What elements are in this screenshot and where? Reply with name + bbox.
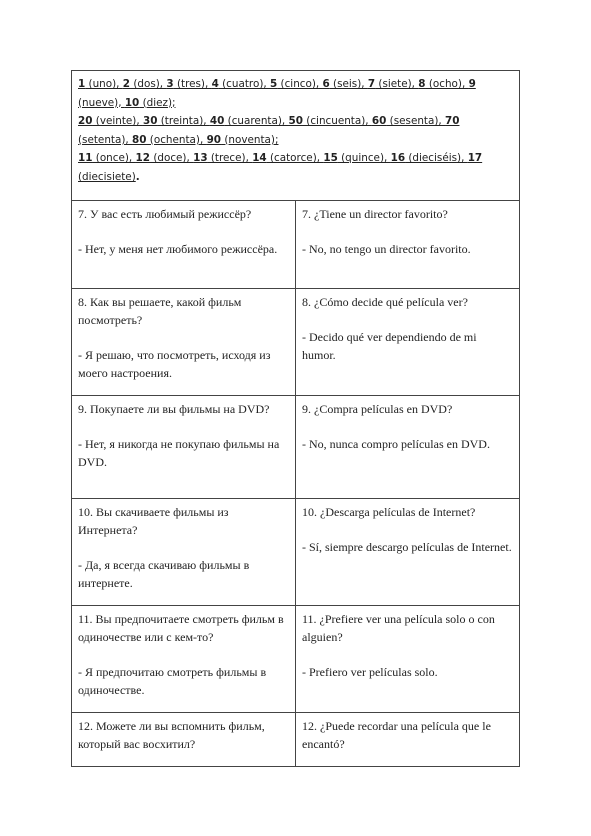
russian-cell xyxy=(72,201,296,289)
russian-cell xyxy=(72,606,296,713)
russian-answer: - Нет, у меня нет любимого режиссёра. xyxy=(78,242,278,256)
spanish-answer: - Decido qué ver dependiendo de mi humor. xyxy=(302,330,477,362)
numbers-line-1: 1 (uno), 2 (dos), 3 (tres), 4 (cuatro), 5 (cinco), 6 (seis), 7 (siete), 8 (ocho), 9 xyxy=(78,78,476,90)
table-row xyxy=(72,499,520,606)
table-row xyxy=(72,201,520,289)
numbers-line-6: (diecisiete). xyxy=(78,170,140,183)
russian-cell xyxy=(72,396,296,499)
numbers-cell xyxy=(72,71,520,201)
spanish-question: 7. ¿Tiene un director favorito? xyxy=(302,207,448,221)
spanish-answer: - Prefiero ver películas solo. xyxy=(302,665,438,679)
russian-answer: - Я предпочитаю смотреть фильмы в одиночестве. xyxy=(78,665,267,697)
spanish-cell xyxy=(296,201,520,289)
russian-question: 8. Как вы решаете, какой фильм посмотреть? xyxy=(78,295,242,327)
russian-answer: - Нет, я никогда не покупаю фильмы на DVD. xyxy=(78,437,280,469)
vocabulary-table xyxy=(71,70,520,767)
table-row xyxy=(72,289,520,396)
russian-cell xyxy=(72,499,296,606)
russian-answer: - Я решаю, что посмотреть, исходя из моего настроения. xyxy=(78,348,271,380)
russian-question: 12. Можете ли вы вспомнить фильм, который вас восхитил? xyxy=(78,719,265,751)
spanish-question: 12. ¿Puede recordar una película que le encantó? xyxy=(302,719,491,751)
numbers-line-2: (nueve), 10 (diez); xyxy=(78,96,176,109)
numbers-row xyxy=(72,71,520,201)
russian-cell xyxy=(72,289,296,396)
spanish-question: 9. ¿Compra películas en DVD? xyxy=(302,402,453,416)
spanish-answer: - Sí, siempre descargo películas de Internet. xyxy=(302,540,512,554)
numbers-line-3: 20 (veinte), 30 (treinta), 40 (cuarenta), 50 (cincuenta), 60 (sesenta), 70 xyxy=(78,115,460,128)
table-row xyxy=(72,606,520,713)
table-row xyxy=(72,713,520,767)
numbers-line-5: 11 (once), 12 (doce), 13 (trece), 14 (catorce), 15 (quince), 16 (dieciséis), 17 xyxy=(78,152,483,165)
table-row xyxy=(72,396,520,499)
spanish-cell xyxy=(296,396,520,499)
russian-question: 7. У вас есть любимый режиссёр? xyxy=(78,207,252,221)
spanish-cell xyxy=(296,606,520,713)
spanish-answer: - No, nunca compro películas en DVD. xyxy=(302,437,490,451)
spanish-cell xyxy=(296,713,520,767)
spanish-question: 8. ¿Cómo decide qué película ver? xyxy=(302,295,468,309)
spanish-cell xyxy=(296,499,520,606)
numbers-line-4: (setenta), 80 (ochenta), 90 (noventa); xyxy=(78,133,279,146)
russian-answer: - Да, я всегда скачиваю фильмы в интернете. xyxy=(78,558,250,590)
spanish-question: 11. ¿Prefiere ver una película solo o con alguien? xyxy=(302,612,495,644)
spanish-answer: - No, no tengo un director favorito. xyxy=(302,242,471,256)
russian-question: 10. Вы скачиваете фильмы из Интернета? xyxy=(78,505,229,537)
russian-cell xyxy=(72,713,296,767)
spanish-question: 10. ¿Descarga películas de Internet? xyxy=(302,505,476,519)
russian-question: 11. Вы предпочитаете смотреть фильм в одиночестве или с кем-то? xyxy=(78,612,284,644)
russian-question: 9. Покупаете ли вы фильмы на DVD? xyxy=(78,402,270,416)
spanish-cell xyxy=(296,289,520,396)
